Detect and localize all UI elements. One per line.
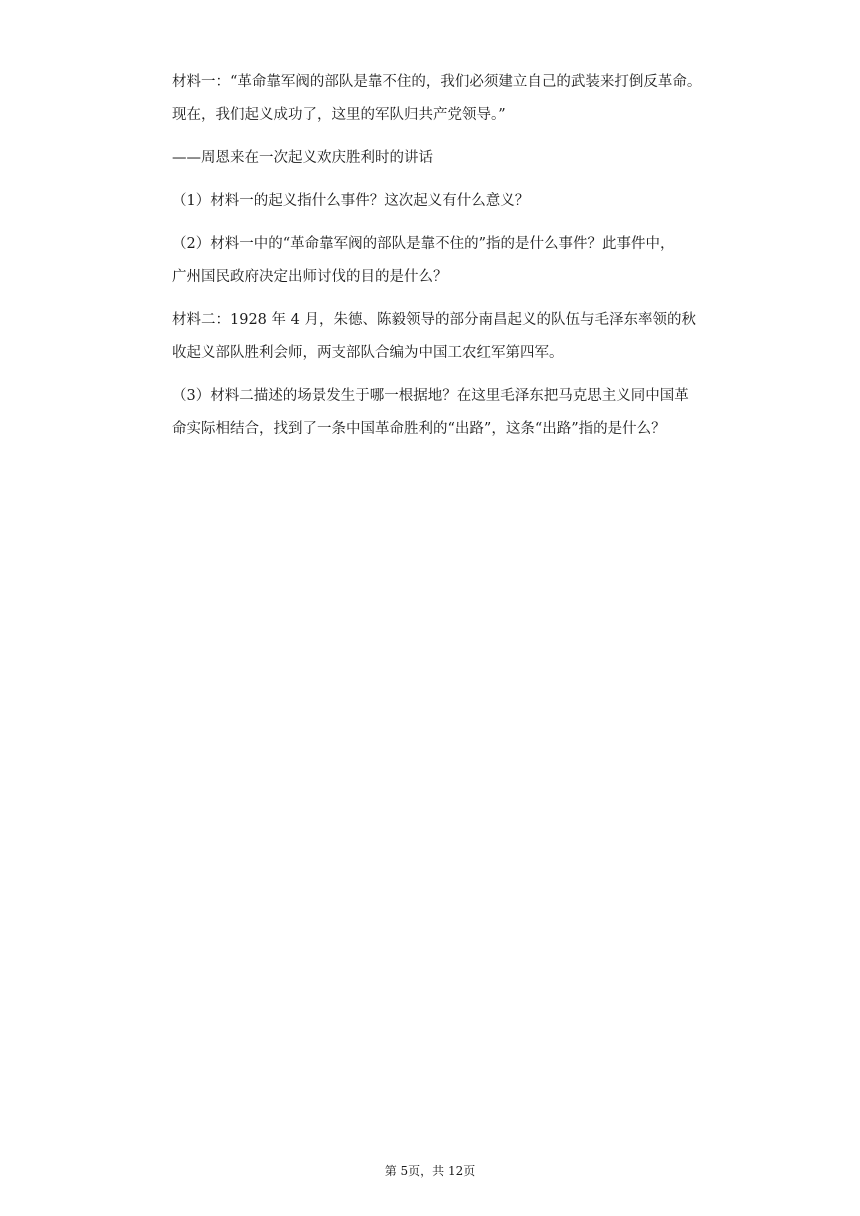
material-1-quote (172, 66, 732, 132)
text-line: （1）材料一的起义指什么事件？这次起义有什么意义？ (172, 193, 530, 209)
text-line: 广州国民政府决定出师讨伐的目的是什么？ (172, 269, 448, 285)
page-footer: 第 5页，共 12页 (384, 1164, 476, 1178)
text-line: 命实际相结合，找到了一条中国革命胜利的“出路”，这条“出路”指的是什么？ (172, 421, 666, 437)
material-2 (172, 304, 732, 370)
question-1 (172, 185, 732, 218)
text-line: 材料二：1928 年 4 月，朱德、陈毅领导的部分南昌起义的队伍与毛泽东率领的秋 (172, 312, 696, 328)
text-line: （3）材料二描述的场景发生于哪一根据地？在这里毛泽东把马克思主义同中国革 (172, 388, 689, 404)
text-line: （2）材料一中的“革命靠军阀的部队是靠不住的”指的是什么事件？此事件中， (172, 236, 675, 252)
text-line: 现在，我们起义成功了，这里的军队归共产党领导。” (172, 107, 506, 123)
text-line: 材料一：“革命靠军阀的部队是靠不住的，我们必须建立自己的武装来打倒反革命。 (172, 74, 702, 90)
text-line: 收起义部队胜利会师，两支部队合编为中国工农红军第四军。 (172, 345, 564, 361)
material-1-source (172, 142, 732, 175)
question-2 (172, 228, 732, 294)
document-body (172, 66, 732, 456)
text-line: ——周恩来在一次起义欢庆胜利时的讲话 (172, 150, 433, 166)
question-3 (172, 380, 732, 446)
